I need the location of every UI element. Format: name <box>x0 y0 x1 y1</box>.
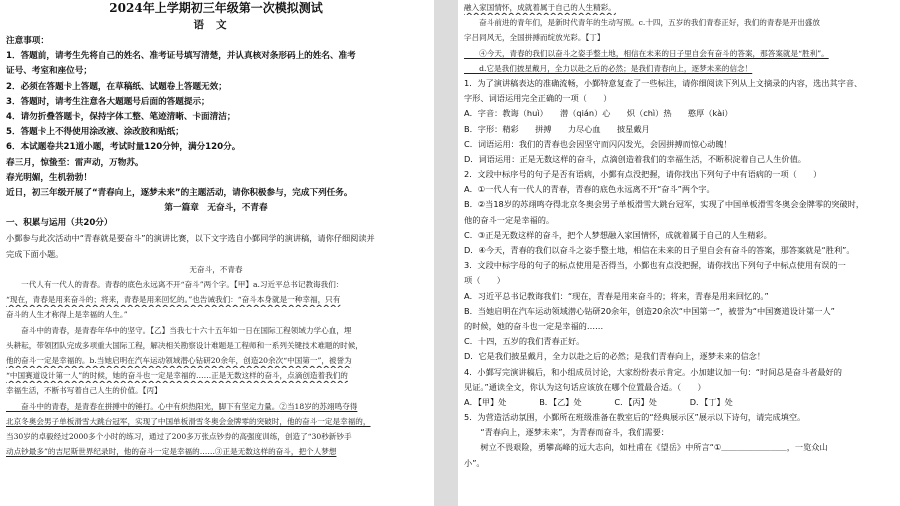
question-line: 小”。 <box>464 457 485 468</box>
speech-line: 奋斗的人生才称得上是幸福的人生。” <box>6 310 128 320</box>
intro-line: 完成下面小题。 <box>6 248 64 259</box>
option-line: C．十四，五岁的我们青春正好。 <box>464 336 585 347</box>
speech-line: 当30岁的卓毅经过2000多个小时的练习，通过了200多万张点钞券的高强度训练，创造了“30秒新钞手 <box>6 431 352 441</box>
exam-page-right <box>458 0 900 506</box>
notice-line: 3．答题时，请考生注意各大题题号后面的答题提示； <box>6 96 210 107</box>
question-4: 4．小鄞写完演讲稿后，和小组成员讨论，大家纷纷表示肯定。小加建议加一句：“时间总是奋斗者最好的 <box>464 366 842 377</box>
speech-line: “中国赛道设计第一人”的时候，她的奋斗也一定是幸福的……正是无数这样的奋斗，点滴创造着我们的 <box>6 371 348 381</box>
speech-title: 无奋斗，不青春 <box>189 264 243 274</box>
notice-line: 6．本试题卷共21道小题，考试时量120分钟，满分120分。 <box>6 142 241 153</box>
part-title: 第一篇章 无奋斗，不青春 <box>164 203 268 214</box>
question-line: 见证。”通读全文，你认为这句话应该放在哪个位置最合适。（ ） <box>464 381 706 392</box>
option-line: A．【甲】处 B．【乙】处 C．【丙】处 D．【丁】处 <box>464 396 733 407</box>
option-line: A．习近平总书记教诲我们：“现在，青春是用来奋斗的；将来，青春是用来回忆的。” <box>464 290 769 301</box>
question-5: 5．为营造活动氛围，小鄞所在班级准备在教室后的“经典展示区”展示以下诗句，请完成填空。 <box>464 412 806 423</box>
question-line: 项（ ） <box>464 275 505 286</box>
speech-line: 奋斗中的青春，是青春在拼搏中的锤打。心中有炽热阳光，脚下有坚定力量。②当18岁的苏翊鸣夺得 <box>6 401 358 411</box>
notice-line: 春三月，惊蛰至：雷声动，万物苏。 <box>6 157 144 168</box>
notice-line: 近日，初三年级开展了“青春向上，逐梦未来”的主题活动，请你积极参与，完成下列任务。 <box>6 187 353 198</box>
page-gap <box>434 0 458 506</box>
question-line: “青春向上，逐梦未来”，为青春而奋斗，我们需要： <box>464 427 669 438</box>
speech-line: 奋斗前进的青年们，是新时代青年的生动写照。c.十四，五岁的我们青春正好，我们的青春是开出盛放 <box>464 18 820 28</box>
speech-line: 动点钞最多”的吉尼斯世界纪录时，他的奋斗一定是幸福的……③正是无数这样的奋斗，把个人梦想 <box>6 447 337 457</box>
speech-line: 奋斗中的青春，是青春年华中的坚守。【乙】当我七十六十五年如一日在国际工程领域力学心血，埋 <box>6 325 352 335</box>
option-line: D．词语运用：正是无数这样的奋斗，点滴创造着我们的幸福生活，不断积淀着自己人生价值。 <box>464 153 806 164</box>
speech-line: 融入家国情怀，成就着属于自己的人生精彩。 <box>464 3 616 12</box>
speech-line: 幸福生活，不断书写着自己人生的价值。【丙】 <box>6 386 162 396</box>
option-line: B．字形：精彩 拼搏 力尽心血 披星戴月 <box>464 123 650 134</box>
notice-line: 证号、考室和座位号； <box>6 66 92 77</box>
intro-line: 小鄞参与此次活动中“青春就是要奋斗”的演讲比赛，以下文字选自小鄞同学的演讲稿，请你仔细阅读并 <box>6 233 375 244</box>
notice-line: 春光明媚，生机勃勃！ <box>6 172 92 183</box>
option-line: D．④今天，青春的我们以奋斗之姿手整土地，相信在未来的日子里自会有奋斗的答案，那答案就是“胜利”。 <box>464 245 855 255</box>
option-line: B．当她启明在汽车运动领域潜心钻研20余年，创造20余次“中国第一”，被誉为“中国赛道设计第一人” <box>464 305 835 316</box>
option-line: C．③正是无数这样的奋斗，把个人梦想融入家国情怀，成就着属于自己的人生精彩。 <box>464 229 772 240</box>
exam-title: 2024年上学期初三年级第一次模拟测试 <box>109 1 323 15</box>
subject-title: 语文 <box>193 19 239 31</box>
exam-page-left <box>0 0 434 506</box>
notice-line: 4．请勿折叠答题卡，保持字体工整、笔迹清晰、卡面清洁； <box>6 111 236 122</box>
question-line: 字形、词语运用完全正确的一项（ ） <box>464 93 612 104</box>
speech-line: 他的奋斗一定是幸福的。b.当她启明在汽车运动领域潜心钻研20余年，创造20余次“中国第一”，被誉为 <box>6 355 352 365</box>
notice-line: 2．必须在答题卡上答题，在草稿纸、试题卷上答题无效； <box>6 81 227 92</box>
option-line: A．字音：教诲（huì） 潜（qián）心 炽（chì）热 憨厚（kài） <box>464 108 733 119</box>
notice-heading: 注意事项： <box>6 36 49 46</box>
question-1: 1．为了演讲稿表达的准确流畅，小鄞特意复查了一些标注，请你细阅读下列从上文摘录的内容，选出其字音、 <box>464 77 863 88</box>
option-line: 他的奋斗一定是幸福的。 <box>464 214 555 225</box>
question-3: 3．文段中标字母的句子的标点使用是否得当，小鄞也有点没把握，请你找出下列句子中标点使用有误的一 <box>464 260 846 271</box>
notice-line: 1．答题前，请考生先将自己的姓名、准考证号填写清楚，并认真核对条形码上的姓名、准考 <box>6 51 356 62</box>
option-line: A．①一代人有一代人的青春，青春的底色永远离不开“奋斗”两个字。 <box>464 184 715 195</box>
option-line: C．词语运用：我们的青春也会因坚守而闪闪发光，会因拼搏而惊心动魄！ <box>464 138 732 149</box>
speech-line: 字吕同风无，全国拼搏而绽放光彩。【丁】 <box>464 33 605 43</box>
speech-line: “现在，青春是用来奋斗的；将来，青春是用来回忆的。”也告诫我们：“奋斗本身就是一种幸福，只有 <box>6 295 341 305</box>
speech-line: 头耕耘，带领团队完成多项重大国际工程，解决相关勘察设计难题是工程师和一系列关键技术难题的时候， <box>6 340 363 350</box>
speech-line: 北京冬奥会男子单板滑雪大跳台冠军，实现了中国单板滑雪冬奥会金牌零的突破时，他的奋斗一定是幸福的， <box>6 416 371 426</box>
section-heading: 一、积累与运用（共20分） <box>6 218 113 229</box>
option-line: D．它是我们披星戴月，全力以赴之后的必然；是我们青春向上，逐梦未来的信念！ <box>464 351 766 362</box>
speech-line: ④今天，青春的我们以奋斗之姿手整土地，相信在未来的日子里自会有奋斗的答案，那答案就是“胜利”。 <box>464 48 829 58</box>
question-line: 树立不畏艰险，勇攀高峰的远大志向，如杜甫在《望岳》中所言“①＿＿＿＿＿＿＿＿，一览众山 <box>464 442 828 453</box>
question-2: 2．文段中标序号的句子是否有语病，小鄞有点没把握，请你找出下列句子中有语病的一项（ ） <box>464 169 822 180</box>
speech-line: 一代人有一代人的青春。青春的底色永远离不开“奋斗”两个字。【甲】a.习近平总书记教诲我们： <box>6 280 344 289</box>
option-line: B．②当18岁的苏翊鸣夺得北京冬奥会男子单板滑雪大跳台冠军，实现了中国单板滑雪冬奥会金牌零的突破时， <box>464 199 865 210</box>
option-line: 的时候，她的奋斗也一定是幸福的…… <box>464 320 604 331</box>
notice-line: 5．答题卡上不得使用涂改液、涂改胶和贴纸； <box>6 127 184 138</box>
speech-line: d.它是我们披星戴月，全力以赴之后的必然；是我们青春向上，逐梦未来的信念！ <box>464 63 753 73</box>
